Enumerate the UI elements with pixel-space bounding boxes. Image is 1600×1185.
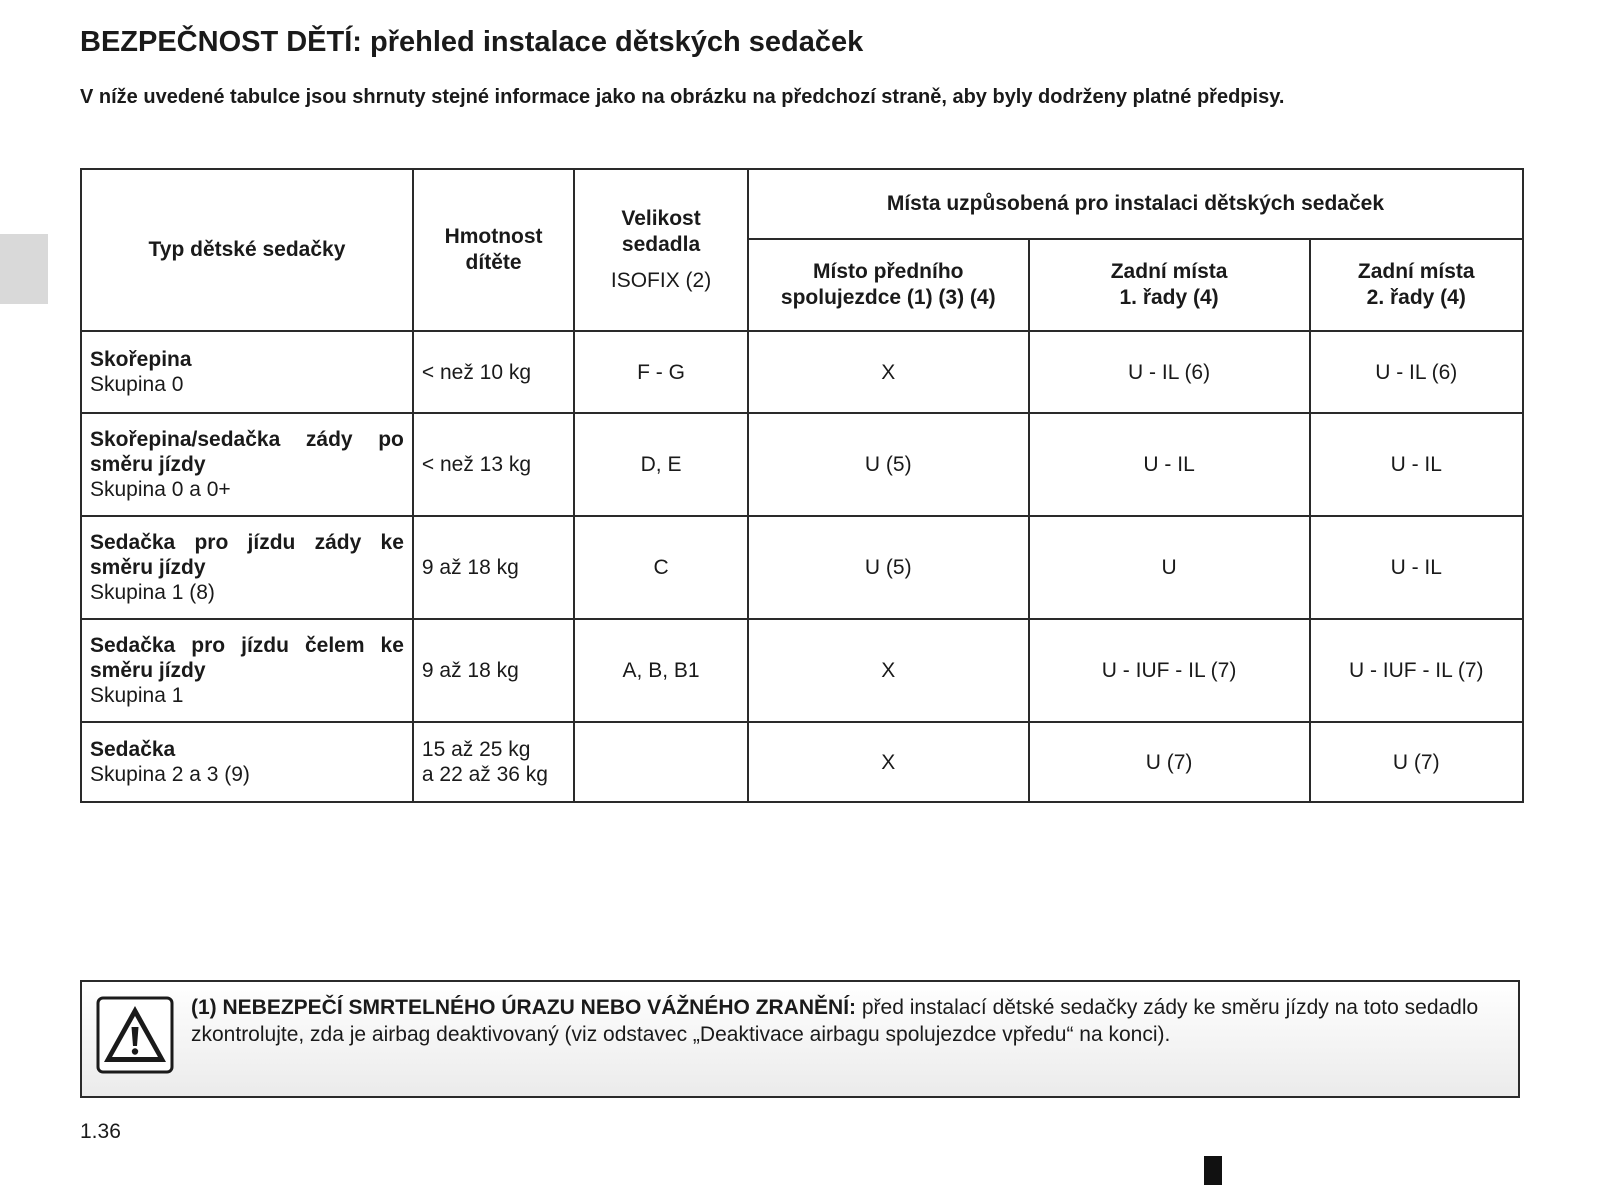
child-seat-table	[80, 168, 1524, 803]
intro-text: V níže uvedené tabulce jsou shrnuty stejné informace jako na obrázku na předchozí straně, aby byly dodrženy platné předpisy.	[80, 86, 1285, 108]
cell-front: X	[748, 722, 1029, 802]
header-weight: Hmotnost dítěte	[413, 169, 574, 331]
seat-group: Skupina 0	[90, 373, 184, 396]
header-type: Typ dětské sedačky	[81, 169, 413, 331]
cell-front: X	[748, 331, 1029, 413]
header-rear-row2-line2: 2. řady (4)	[1366, 286, 1466, 309]
weight-range: 15 až 25 kg	[421, 738, 531, 761]
header-rear-row1-line1: Zadní místa	[1110, 260, 1228, 283]
weight-range: 9 až 18 kg	[421, 659, 519, 682]
cell-size	[574, 722, 748, 802]
cell-type	[81, 516, 413, 619]
seat-type-name: Sedačka pro jízdu zády ke směru jízdy	[90, 531, 404, 579]
header-rear-row2-line1: Zadní místa	[1357, 260, 1475, 283]
seat-type-name: Sedačka pro jízdu čelem ke směru jízdy	[90, 634, 404, 682]
cell-rear1: U - IUF - IL (7)	[1029, 619, 1310, 722]
cell-rear1: U - IL	[1029, 413, 1310, 516]
header-rear-row2	[1310, 239, 1524, 331]
seat-group: Skupina 2 a 3 (9)	[90, 763, 250, 786]
table-row	[81, 331, 1523, 413]
seat-group: Skupina 0 a 0+	[90, 478, 231, 501]
page-number: 1.36	[80, 1120, 121, 1143]
cell-type	[81, 331, 413, 413]
seat-group: Skupina 1	[90, 684, 184, 707]
weight-range: < než 10 kg	[421, 360, 532, 384]
header-size-isofix: ISOFIX (2)	[610, 269, 712, 292]
page-title: BEZPEČNOST DĚTÍ: přehled instalace dětských sedaček	[80, 26, 864, 58]
warning-box	[80, 980, 1520, 1098]
seat-type-name: Skořepina/sedačka zády po směru jízdy	[90, 428, 404, 476]
weight-range-extra: a 22 až 36 kg	[421, 763, 548, 786]
warning-body: před instalací dětské sedačky zády ke směru jízdy na toto sedadlo zkontrolujte, zda je airbag deaktivovaný (viz odstavec „Deaktivace airbagu spolujezdce vpředu“ na konci).	[191, 996, 1479, 1046]
cell-rear1: U - IL (6)	[1029, 331, 1310, 413]
table-row	[81, 619, 1523, 722]
cell-type	[81, 722, 413, 802]
cell-weight	[413, 413, 574, 516]
seat-type-name: Sedačka	[90, 738, 176, 761]
cell-size: A, B, B1	[574, 619, 748, 722]
cell-rear2: U - IL (6)	[1310, 331, 1524, 413]
chapter-side-tab	[0, 234, 48, 304]
weight-range: < než 13 kg	[421, 453, 532, 476]
cell-rear2: U - IUF - IL (7)	[1310, 619, 1524, 722]
cell-weight	[413, 516, 574, 619]
cell-rear2: U - IL	[1310, 413, 1524, 516]
table-row	[81, 722, 1523, 802]
cell-rear1: U (7)	[1029, 722, 1310, 802]
weight-range: 9 až 18 kg	[421, 556, 519, 579]
cell-size: C	[574, 516, 748, 619]
warning-triangle-icon	[96, 996, 174, 1074]
cell-front: U (5)	[748, 516, 1029, 619]
header-rear-row1	[1029, 239, 1310, 331]
header-front-seat: Místo předního spolujezdce (1) (3) (4)	[748, 239, 1029, 331]
cell-front: X	[748, 619, 1029, 722]
table-row	[81, 516, 1523, 619]
cell-type	[81, 413, 413, 516]
table-row	[81, 413, 1523, 516]
cell-weight	[413, 722, 574, 802]
cell-front: U (5)	[748, 413, 1029, 516]
cell-rear2: U - IL	[1310, 516, 1524, 619]
header-size-label: Velikost sedadla	[621, 207, 701, 256]
warning-heading: (1) NEBEZPEČÍ SMRTELNÉHO ÚRAZU NEBO VÁŽNÉHO ZRANĚNÍ:	[191, 996, 857, 1019]
cell-type	[81, 619, 413, 722]
page-edge-marker	[1204, 1156, 1222, 1185]
cell-rear1: U	[1029, 516, 1310, 619]
header-size	[574, 169, 748, 331]
cell-weight	[413, 619, 574, 722]
cell-weight	[413, 331, 574, 413]
cell-size: F - G	[574, 331, 748, 413]
cell-rear2: U (7)	[1310, 722, 1524, 802]
header-rear-row1-line2: 1. řady (4)	[1119, 286, 1219, 309]
header-places: Místa uzpůsobená pro instalaci dětských sedaček	[748, 169, 1523, 239]
seat-type-name: Skořepina	[90, 348, 192, 371]
cell-size: D, E	[574, 413, 748, 516]
warning-text	[191, 994, 1502, 1048]
seat-group: Skupina 1 (8)	[90, 581, 215, 604]
